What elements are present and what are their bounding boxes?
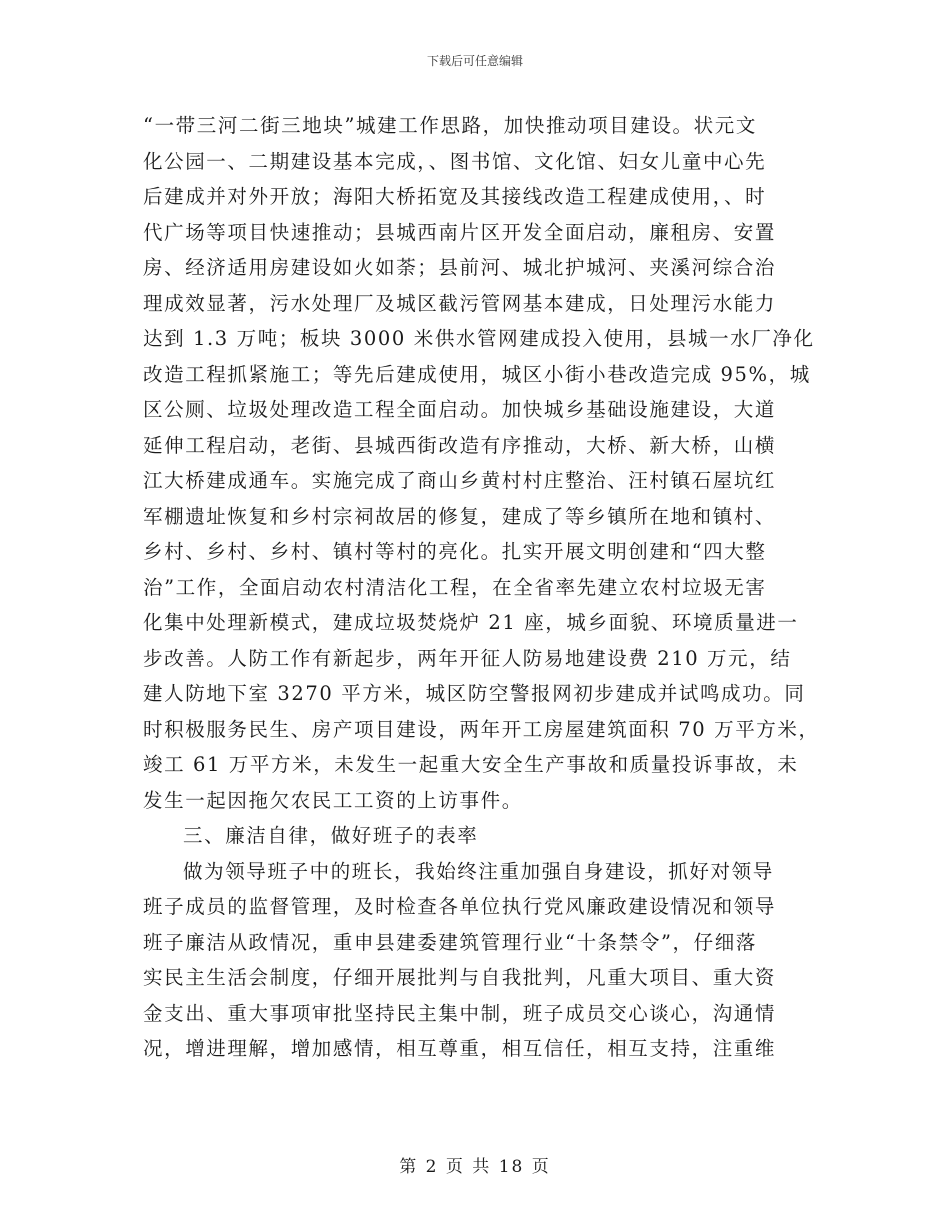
text-line: 延伸工程启动，老街、县城西街改造有序推动，大桥、新大桥，山横	[143, 433, 777, 457]
text-line: 建人防地下室 3270 平方米，城区防空警报网初步建成并试鸣成功。同	[143, 682, 806, 705]
text-line: 乡村、乡村、乡村、镇村等村的亮化。扎实开展文明创建和“四大整	[143, 540, 767, 563]
page-footer: 第 2 页 共 18 页	[399, 1157, 551, 1177]
text-line: 治”工作，全面启动农村清洁化工程，在全省率先建立农村垃圾无害	[143, 575, 767, 599]
text-line: 区公厕、垃圾处理改造工程全面启动。加快城乡基础设施建设，大道	[143, 398, 777, 421]
text-line: 军棚遗址恢复和乡村宗祠故居的修复，建成了等乡镇所在地和镇村、	[143, 504, 777, 528]
text-line: 化集中处理新模式，建成垃圾焚烧炉 21 座，城乡面貌、环境质量进一	[143, 611, 799, 634]
text-line: 竣工 61 万平方米，未发生一起重大安全生产事故和质量投诉事故，未	[143, 753, 799, 776]
text-line: 代广场等项目快速推动；县城西南片区开发全面启动，廉租房、安置	[143, 220, 777, 244]
text-line: 做为领导班子中的班长，我始终注重加强自身建设，抓好对领导	[183, 859, 774, 883]
text-line: 金支出、重大事项审批坚持民主集中制，班子成员交心谈心，沟通情	[143, 1001, 777, 1025]
text-line: 化公园一、二期建设基本完成，、图书馆、文化馆、妇女儿童中心先	[143, 149, 767, 173]
text-line: 班子成员的监督管理，及时检查各单位执行党风廉政建设情况和领导	[143, 895, 777, 918]
text-line: 发生一起因拖欠农民工工资的上访事件。	[143, 788, 523, 812]
text-line: 江大桥建成通车。实施完成了商山乡黄村村庄整治、汪村镇石屋坑红	[143, 469, 777, 492]
text-line: 后建成并对外开放；海阳大桥拓宽及其接线改造工程建成使用，、时	[143, 185, 767, 208]
section-heading: 三、廉洁自律，做好班子的表率	[183, 824, 479, 847]
text-line: “一带三河二街三地块”城建工作思路，加快推动项目建设。状元文	[143, 114, 757, 137]
text-line: 改造工程抓紧施工；等先后建成使用，城区小街小巷改造完成 95%，城	[143, 362, 811, 386]
text-line: 理成效显著，污水处理厂及城区截污管网基本建成，日处理污水能力	[143, 291, 777, 315]
text-line: 达到 1.3 万吨；板块 3000 米供水管网建成投入使用，县城一水厂净化	[143, 327, 815, 350]
text-line: 实民主生活会制度，仔细开展批判与自我批判，凡重大项目、重大资	[143, 966, 777, 989]
page-header: 下载后可任意编辑	[426, 54, 523, 68]
text-line: 步改善。人防工作有新起步，两年开征人防易地建设费 210 万元，结	[143, 646, 792, 670]
text-line: 况，增进理解，增加感情，相互尊重，相互信任，相互支持，注重维	[143, 1037, 777, 1060]
document-body	[143, 108, 833, 1067]
text-line: 房、经济适用房建设如火如荼；县前河、城北护城河、夹溪河综合治	[143, 256, 777, 279]
text-line: 班子廉洁从政情况，重申县建委建筑管理行业“十条禁令”，仔细落	[143, 930, 757, 954]
text-line: 时积极服务民生、房产项目建设，两年开工房屋建筑面积 70 万平方米，	[143, 717, 820, 741]
